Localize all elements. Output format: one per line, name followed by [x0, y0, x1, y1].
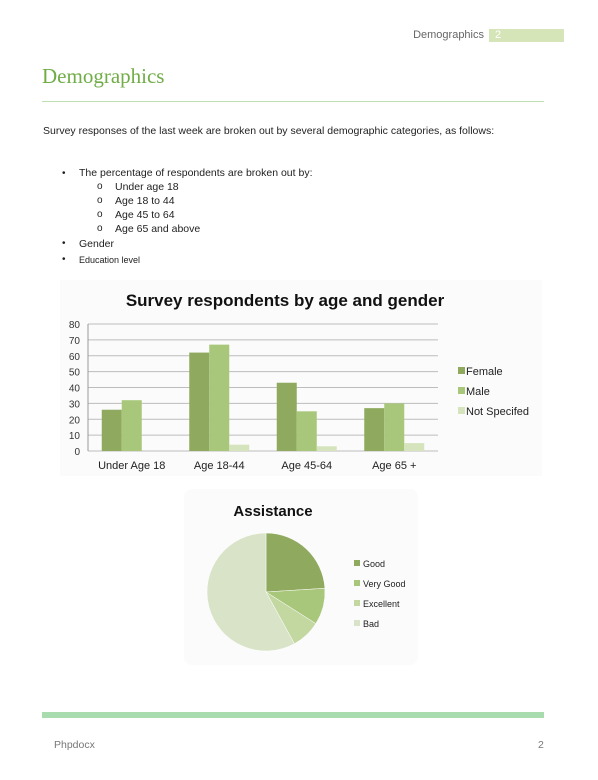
list-item: Gender [79, 238, 115, 250]
sub-bullet-marker: o [97, 223, 103, 234]
bar-chart-panel [60, 280, 542, 476]
legend-swatch [354, 620, 360, 626]
sub-list-item: Age 65 and above [115, 223, 201, 235]
sub-list-item: Age 45 to 64 [115, 209, 175, 221]
pie-chart [184, 489, 418, 665]
x-tick-label: Under Age 18 [98, 460, 166, 472]
bar-not-specifed [229, 445, 249, 451]
title-divider [42, 101, 544, 102]
legend-swatch [458, 407, 465, 414]
footer-brand: Phpdocx [54, 739, 95, 751]
bar-not-specifed [404, 443, 424, 451]
legend-label: Good [363, 559, 386, 569]
header-section-title: Demographics [413, 29, 484, 41]
list-item: The percentage of respondents are broken out by: [79, 167, 313, 179]
legend-label: Male [466, 386, 490, 398]
legend-label: Very Good [363, 579, 406, 589]
x-tick-label: Age 45-64 [281, 460, 333, 472]
bar-male [384, 403, 404, 451]
y-tick-label: 60 [68, 351, 80, 363]
sub-bullet-marker: o [97, 209, 103, 220]
page-title: Demographics [42, 64, 165, 88]
legend-swatch [458, 367, 465, 374]
bullet-marker: • [62, 168, 66, 179]
y-tick-label: 40 [68, 383, 80, 395]
bar-female [189, 353, 209, 451]
legend-swatch [354, 580, 360, 586]
y-tick-label: 0 [74, 447, 80, 458]
chart-title: Assistance [233, 503, 313, 520]
list-item: Education level [79, 255, 141, 265]
sub-bullet-marker: o [97, 181, 103, 192]
legend-label: Not Specifed [466, 406, 529, 418]
sub-list-item: Under age 18 [115, 181, 179, 193]
bullet-marker: • [62, 238, 66, 249]
footer-divider [42, 712, 544, 718]
sub-bullet-marker: o [97, 195, 103, 206]
legend-label: Female [466, 366, 503, 378]
pie-slice-good [266, 533, 325, 592]
legend-swatch [354, 600, 360, 606]
chart-title: Survey respondents by age and gender [125, 291, 445, 310]
y-tick-label: 80 [68, 320, 80, 331]
legend-swatch [354, 560, 360, 566]
bar-male [209, 345, 229, 451]
y-tick-label: 30 [68, 399, 80, 411]
legend-swatch [458, 387, 465, 394]
legend-label: Excellent [363, 599, 400, 609]
y-tick-label: 70 [68, 335, 80, 347]
bar-female [364, 408, 384, 451]
y-tick-label: 20 [68, 415, 80, 427]
bullet-marker: • [62, 254, 66, 265]
y-tick-label: 10 [68, 431, 80, 443]
y-tick-label: 50 [68, 367, 80, 379]
header-page-number: 2 [495, 29, 502, 41]
legend-label: Bad [363, 619, 380, 629]
pie-chart-panel [184, 489, 418, 665]
bar-male [297, 411, 317, 451]
bar-not-specifed [317, 446, 337, 451]
bar-chart [60, 280, 542, 476]
bar-female [277, 383, 297, 451]
x-tick-label: Age 65 + [372, 460, 417, 472]
bar-male [122, 400, 142, 451]
intro-paragraph: Survey responses of the last week are broken out by several demographic categories, as follows: [43, 125, 495, 137]
bar-female [102, 410, 122, 451]
footer-page-number: 2 [538, 739, 544, 751]
sub-list-item: Age 18 to 44 [115, 195, 175, 207]
x-tick-label: Age 18-44 [193, 460, 245, 472]
